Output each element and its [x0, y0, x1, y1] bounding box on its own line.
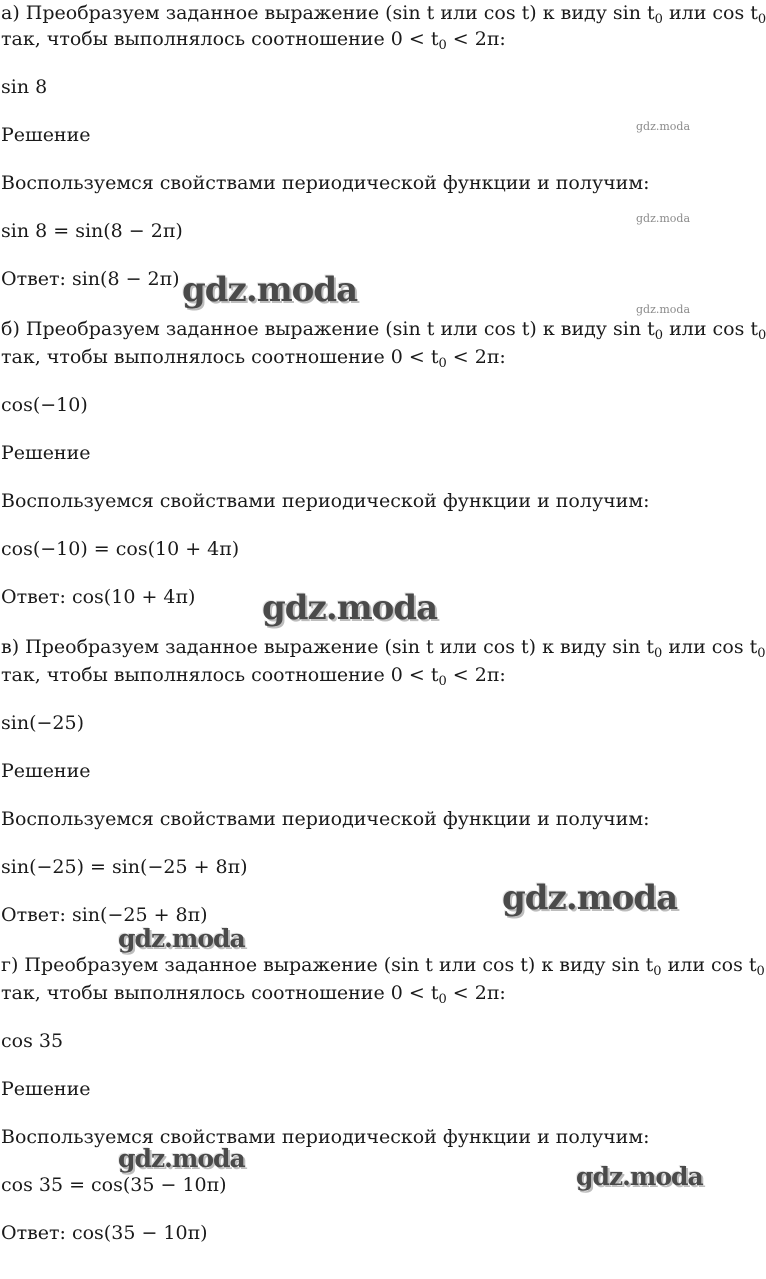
task-b-method: Воспользуемся свойствами периодической функции и получим:	[1, 490, 650, 512]
watermark-large-2: gdz.moda	[262, 588, 438, 628]
task-a-solution-label: Решение	[1, 124, 91, 146]
task-a-answer: Ответ: sin(8 − 2π)	[1, 268, 180, 290]
watermark-small-2: gdz.moda	[636, 212, 691, 225]
task-b-answer: Ответ: cos(10 + 4π)	[1, 586, 196, 608]
watermark-large-3: gdz.moda	[502, 878, 678, 918]
task-a-equation: sin 8 = sin(8 − 2π)	[1, 220, 183, 242]
task-d-expression: cos 35	[1, 1030, 64, 1052]
watermark-small-1: gdz.moda	[636, 120, 691, 133]
task-a-line1: а) Преобразуем заданное выражение (sin t или cos t) к виду $\sin t_0$ или $\cos t_0$	[1, 2, 766, 27]
task-d-method: Воспользуемся свойствами периодической функции и получим:	[1, 1126, 650, 1148]
task-b-expression: cos(−10)	[1, 394, 88, 416]
watermark-small-3: gdz.moda	[636, 303, 691, 316]
task-a-method: Воспользуемся свойствами периодической функции и получим:	[1, 172, 650, 194]
task-c-method: Воспользуемся свойствами периодической функции и получим:	[1, 808, 650, 830]
task-c-solution-label: Решение	[1, 760, 91, 782]
task-c-equation: sin(−25) = sin(−25 + 8π)	[1, 856, 248, 878]
watermark-medium-1: gdz.moda	[118, 924, 245, 953]
task-d-solution-label: Решение	[1, 1078, 91, 1100]
watermark-medium-2: gdz.moda	[118, 1144, 245, 1173]
watermark-large-1: gdz.moda	[182, 270, 358, 310]
task-b-equation: cos(−10) = cos(10 + 4π)	[1, 538, 240, 560]
task-d-equation: cos 35 = cos(35 − 10π)	[1, 1174, 227, 1196]
task-a-expression: sin 8	[1, 76, 48, 98]
task-d-line2: так, чтобы выполнялось соотношение $0 < t_0 < 2\pi$:	[1, 982, 506, 1007]
task-b-solution-label: Решение	[1, 442, 91, 464]
task-b-line1: б) Преобразуем заданное выражение (sin t или cos t) к виду $\sin t_0$ или $\cos t_0$	[1, 318, 766, 343]
task-c-expression: sin(−25)	[1, 712, 84, 734]
task-d-answer: Ответ: cos(35 − 10π)	[1, 1222, 208, 1244]
task-c-line2: так, чтобы выполнялось соотношение $0 < t_0 < 2\pi$:	[1, 664, 506, 689]
watermark-medium-3: gdz.moda	[576, 1162, 703, 1191]
task-d-line1: г) Преобразуем заданное выражение (sin t или cos t) к виду $\sin t_0$ или $\cos t_0$	[1, 954, 765, 979]
task-c-line1: в) Преобразуем заданное выражение (sin t или cos t) к виду $\sin t_0$ или $\cos t_0$	[1, 636, 766, 661]
task-a-line2: так, чтобы выполнялось соотношение $0 < t_0 < 2\pi$:	[1, 28, 506, 53]
task-b-line2: так, чтобы выполнялось соотношение $0 < t_0 < 2\pi$:	[1, 346, 506, 371]
task-c-answer: Ответ: sin(−25 + 8π)	[1, 904, 208, 926]
